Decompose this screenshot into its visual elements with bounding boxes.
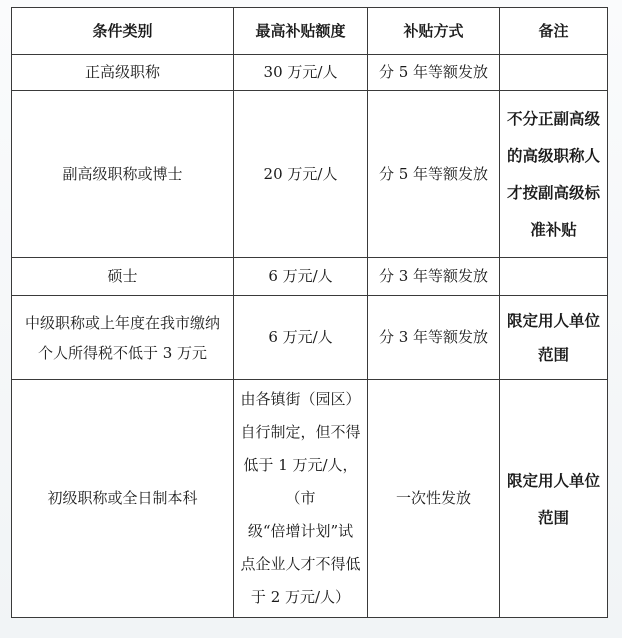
cell-category: 硕士 bbox=[12, 258, 234, 296]
header-max-amount: 最高补贴额度 bbox=[234, 8, 368, 55]
header-note: 备注 bbox=[500, 8, 608, 55]
cell-note bbox=[500, 258, 608, 296]
cell-method: 分 3 年等额发放 bbox=[368, 258, 500, 296]
cell-amount: 20 万元/人 bbox=[234, 91, 368, 258]
cell-category: 中级职称或上年度在我市缴纳 个人所得税不低于 3 万元 bbox=[12, 296, 234, 380]
table-row bbox=[12, 55, 608, 91]
cell-note: 不分正副高级 的高级职称人 才按副高级标 准补贴 bbox=[500, 91, 608, 258]
cell-category: 初级职称或全日制本科 bbox=[12, 380, 234, 618]
table-row bbox=[12, 380, 608, 618]
cell-note bbox=[500, 55, 608, 91]
cell-method: 分 5 年等额发放 bbox=[368, 55, 500, 91]
cell-amount: 6 万元/人 bbox=[234, 258, 368, 296]
table-header-row bbox=[12, 8, 608, 55]
cell-amount: 6 万元/人 bbox=[234, 296, 368, 380]
cell-amount: 30 万元/人 bbox=[234, 55, 368, 91]
cell-method: 一次性发放 bbox=[368, 380, 500, 618]
cell-note: 限定用人单位 范围 bbox=[500, 296, 608, 380]
cell-amount: 由各镇街（园区） 自行制定，但不得 低于 1 万元/人，（市 级“倍增计划”试 点企业人才不得低 于 2 万元/人） bbox=[234, 380, 368, 618]
cell-category: 副高级职称或博士 bbox=[12, 91, 234, 258]
table-row bbox=[12, 296, 608, 380]
cell-category: 正高级职称 bbox=[12, 55, 234, 91]
header-category: 条件类别 bbox=[12, 8, 234, 55]
header-method: 补贴方式 bbox=[368, 8, 500, 55]
cell-note: 限定用人单位 范围 bbox=[500, 380, 608, 618]
subsidy-table bbox=[11, 7, 608, 618]
table-row bbox=[12, 258, 608, 296]
table-row bbox=[12, 91, 608, 258]
cell-method: 分 5 年等额发放 bbox=[368, 91, 500, 258]
cell-method: 分 3 年等额发放 bbox=[368, 296, 500, 380]
